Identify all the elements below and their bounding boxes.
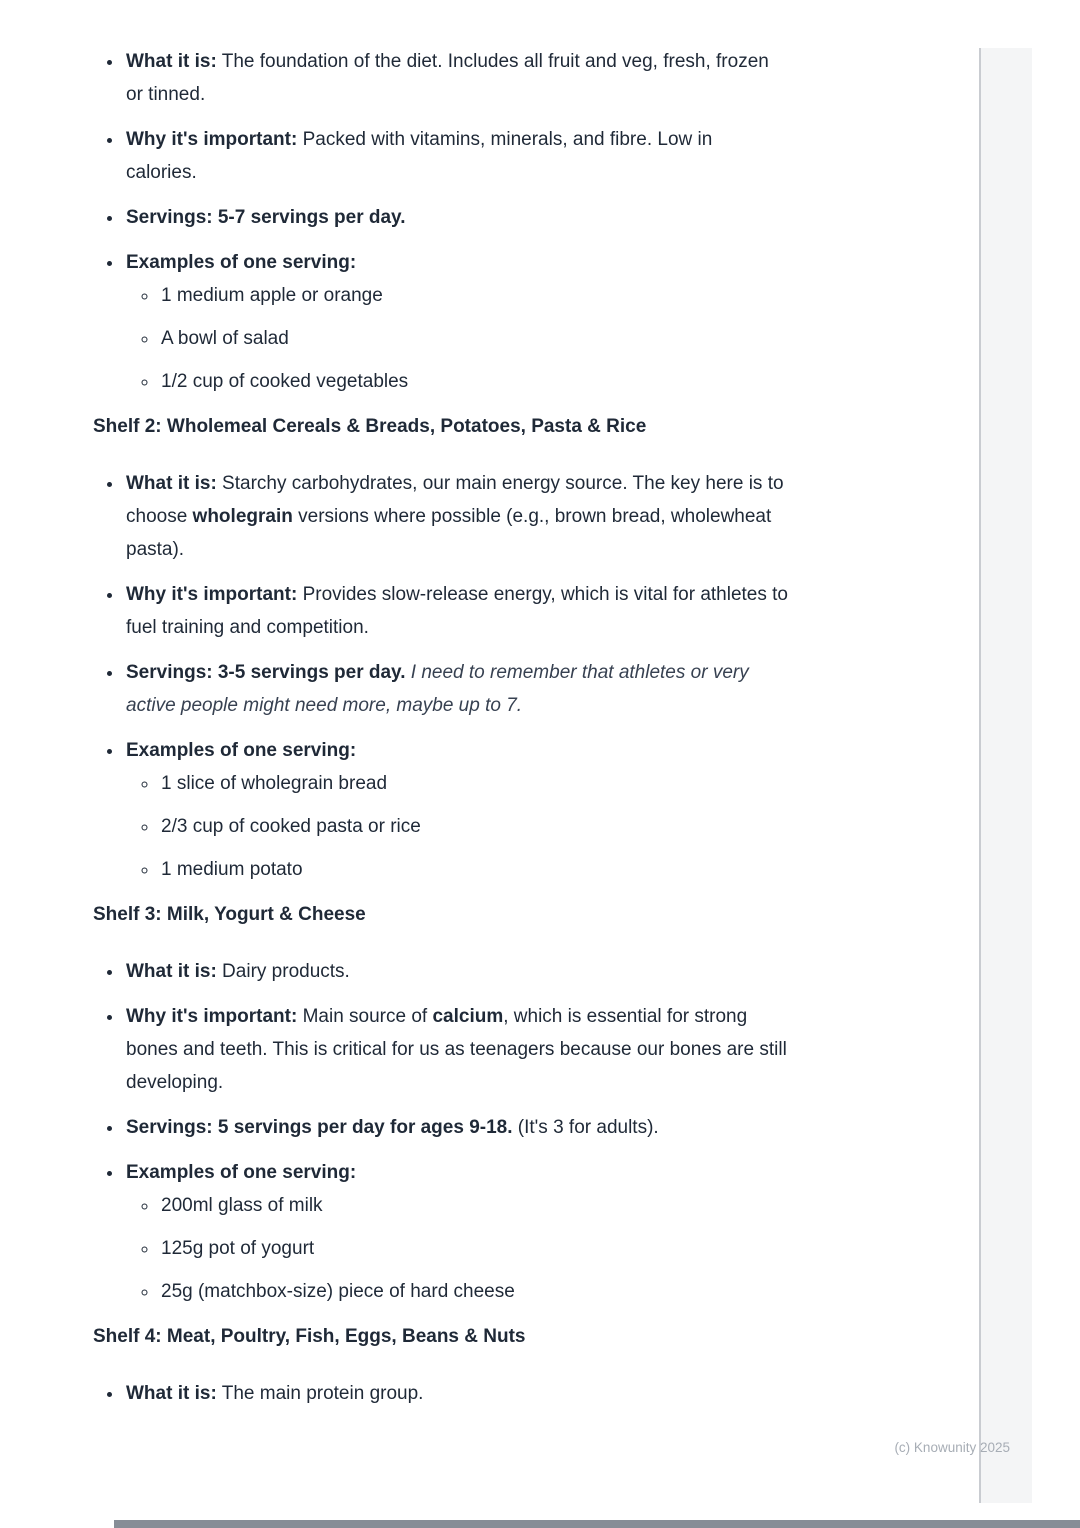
bullet-list (93, 45, 788, 398)
text-segment: Servings: 5-7 servings per day. (126, 207, 406, 228)
text-segment: calcium (432, 1006, 504, 1027)
list-item (124, 1377, 788, 1410)
scrollbar-track[interactable] (979, 48, 1032, 1503)
list-item (124, 955, 788, 988)
text-segment: Servings: 3-5 servings per day. (126, 662, 406, 683)
sub-list-item: ◦ 1 medium potato (159, 853, 788, 886)
text-segment: Starchy carbohydrates, our main energy source. The key here is to choose (126, 473, 784, 527)
sub-list-item: ◦ 200ml glass of milk (159, 1189, 788, 1222)
text-segment: What it is: (126, 473, 217, 494)
copyright-text: (c) Knowunity 2025 (894, 1440, 1010, 1455)
list-item (124, 201, 788, 234)
sub-list-item: ◦ A bowl of salad (159, 322, 788, 355)
text-segment: Servings: 5 servings per day for ages 9-18. (126, 1117, 513, 1138)
sub-list-item: ◦ 1/2 cup of cooked vegetables (159, 365, 788, 398)
list-item (124, 656, 788, 722)
section-heading: Shelf 3: Milk, Yogurt & Cheese (93, 904, 366, 925)
text-segment: (It's 3 for adults). (512, 1117, 659, 1138)
text-segment: wholegrain (192, 506, 293, 527)
text-segment: What it is: (126, 961, 217, 982)
text-segment: Why it's important: (126, 1006, 298, 1027)
text-segment: Why it's important: (126, 584, 298, 605)
list-item (124, 1156, 788, 1308)
text-segment: What it is: (126, 1383, 217, 1404)
sub-bullet-list (126, 767, 788, 886)
sub-list-item: ◦ 1 slice of wholegrain bread (159, 767, 788, 800)
text-segment: Provides slow-release energy, which is vital for athletes to fuel training and competition. (126, 584, 788, 638)
text-segment: Packed with vitamins, minerals, and fibre. Low in calories. (126, 129, 713, 183)
bullet-list (93, 955, 788, 1308)
sub-list-item: ◦ 125g pot of yogurt (159, 1232, 788, 1265)
list-item (124, 734, 788, 886)
sub-bullet-list (126, 279, 788, 398)
text-segment: versions where possible (e.g., brown bread, wholewheat pasta). (126, 506, 772, 560)
text-segment: Dairy products. (216, 961, 350, 982)
text-segment: , which is essential for strong bones and teeth. This is critical for us as teenagers because our bones are still developing. (126, 1006, 787, 1093)
list-item (124, 123, 788, 189)
list-item (124, 45, 788, 111)
list-item (124, 578, 788, 644)
sub-list-item: ◦ 1 medium apple or orange (159, 279, 788, 312)
section-heading: Shelf 4: Meat, Poultry, Fish, Eggs, Beans & Nuts (93, 1326, 526, 1347)
text-segment: Examples of one serving: (126, 1162, 357, 1183)
list-item (124, 1111, 788, 1144)
document-content (93, 45, 788, 1410)
text-segment: Examples of one serving: (126, 740, 357, 761)
text-segment: Main source of (297, 1006, 433, 1027)
text-segment: The main protein group. (216, 1383, 424, 1404)
sub-list-item: ◦ 2/3 cup of cooked pasta or rice (159, 810, 788, 843)
text-segment: Examples of one serving: (126, 252, 357, 273)
section-heading: Shelf 2: Wholemeal Cereals & Breads, Potatoes, Pasta & Rice (93, 416, 647, 437)
text-segment: I need to remember that athletes or very active people might need more, maybe up to 7. (126, 662, 749, 716)
bottom-scrollbar-thumb[interactable] (114, 1520, 1080, 1528)
sub-list-item: ◦ 25g (matchbox-size) piece of hard cheese (159, 1275, 788, 1308)
sub-bullet-list (126, 1189, 788, 1308)
list-item (124, 246, 788, 398)
list-item (124, 467, 788, 566)
text-segment: Why it's important: (126, 129, 298, 150)
bullet-list (93, 467, 788, 886)
text-segment: The foundation of the diet. Includes all fruit and veg, fresh, frozen or tinned. (126, 51, 769, 105)
text-segment: What it is: (126, 51, 217, 72)
bullet-list (93, 1377, 788, 1410)
list-item (124, 1000, 788, 1099)
